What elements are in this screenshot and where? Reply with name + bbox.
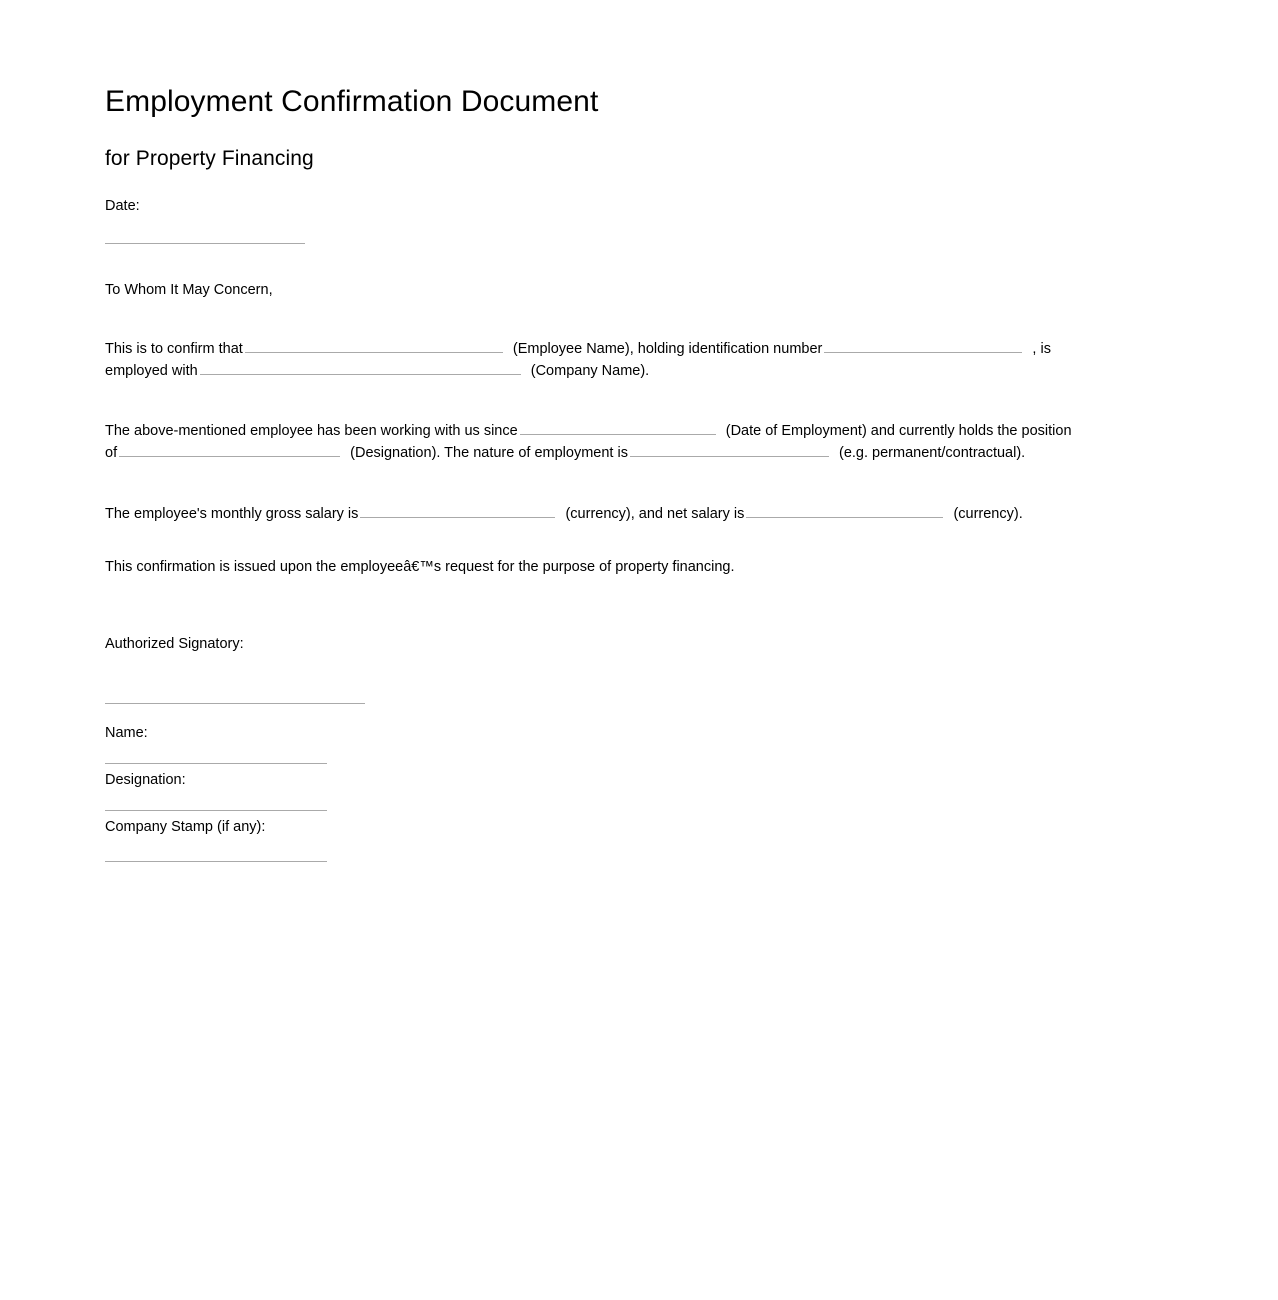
name-label: Name: — [105, 725, 148, 741]
salutation-text: To Whom It May Concern, — [105, 282, 273, 298]
since-line2-lead-text: of — [105, 444, 118, 461]
salary-after-net-text: (currency). — [953, 506, 1023, 522]
designation-fill-in-rule[interactable] — [105, 810, 327, 811]
paragraph-employment-since — [105, 421, 1195, 464]
salary-after-gross-text: (currency), and net salary is — [565, 506, 745, 522]
company-stamp-label: Company Stamp (if any): — [105, 819, 266, 835]
confirm-after-id-text: , is — [1032, 341, 1051, 357]
confirm-line2-lead-text: employed with — [105, 362, 198, 379]
gross-salary-blank[interactable] — [360, 504, 555, 518]
designation-blank[interactable] — [119, 443, 340, 457]
date-of-employment-blank[interactable] — [520, 421, 716, 435]
company-name-blank[interactable] — [200, 361, 521, 375]
confirm-after-employee-text: (Employee Name), holding identification number — [512, 341, 823, 357]
page-subtitle: for Property Financing — [105, 147, 314, 170]
since-after-nature-text: (e.g. permanent/contractual). — [839, 444, 1026, 461]
company-stamp-fill-in-rule[interactable] — [105, 861, 327, 862]
since-lead-text: The above-mentioned employee has been working with us since — [105, 423, 518, 439]
paragraph-issued-statement: This confirmation is issued upon the employeeâ€™s request for the purpose of property financing. — [105, 559, 735, 575]
employee-name-blank[interactable] — [245, 339, 503, 353]
date-fill-in-rule[interactable] — [105, 243, 305, 244]
paragraph-confirmation — [105, 339, 1195, 382]
confirm-lead-text: This is to confirm that — [105, 341, 243, 357]
confirm-after-company-text: (Company Name). — [530, 362, 650, 379]
name-fill-in-rule[interactable] — [105, 763, 327, 764]
nature-of-employment-blank[interactable] — [630, 443, 829, 457]
salary-lead-text: The employee's monthly gross salary is — [105, 506, 359, 522]
since-after-designation-text: (Designation). The nature of employment is — [350, 444, 628, 461]
signature-fill-in-rule[interactable] — [105, 703, 365, 704]
page-title: Employment Confirmation Document — [105, 85, 599, 118]
designation-label: Designation: — [105, 772, 186, 788]
identification-number-blank[interactable] — [824, 339, 1022, 353]
date-label: Date: — [105, 198, 140, 214]
authorized-signatory-label: Authorized Signatory: — [105, 636, 244, 652]
net-salary-blank[interactable] — [746, 504, 943, 518]
since-after-date-text: (Date of Employment) and currently holds the position — [725, 423, 1072, 439]
paragraph-salary — [105, 504, 1195, 526]
